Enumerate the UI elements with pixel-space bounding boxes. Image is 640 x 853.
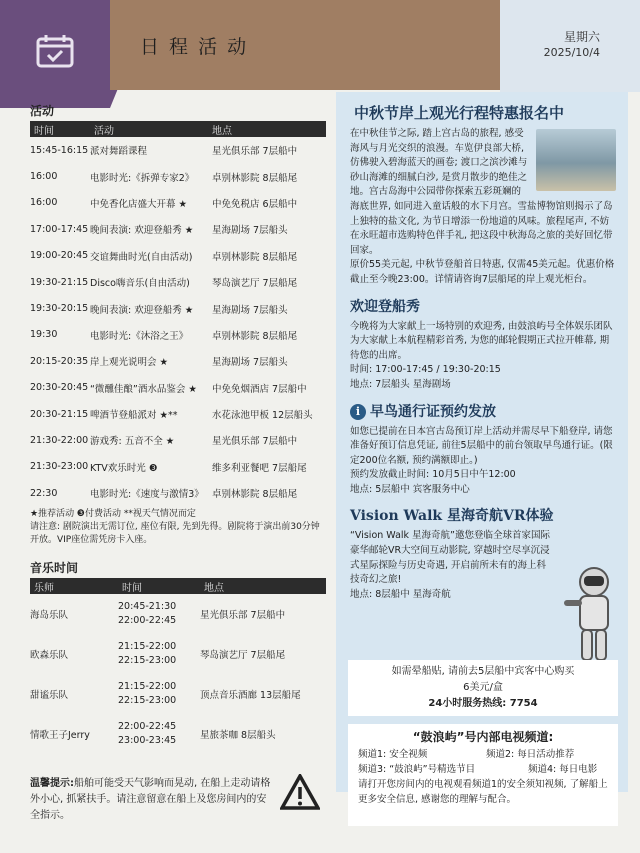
table-row: [30, 427, 326, 453]
promo4-place: 地点: 8层船中 星海奇航: [350, 588, 451, 600]
activities-notes: [30, 508, 326, 547]
date: 2025/10/4: [543, 46, 600, 59]
row-activity: 交谊舞曲时光(自由活动): [90, 251, 193, 263]
row-time1: 20:45-21:30: [118, 601, 177, 613]
promo2-time: 时间: 17:00-17:45 / 19:30-20:15: [350, 364, 501, 376]
table-row: [30, 216, 326, 242]
row-time2: 22:00-22:45: [118, 615, 177, 627]
promo3-title: 早鸟通行证预约发放: [370, 403, 496, 420]
row-time2: 22:15-23:00: [118, 695, 177, 707]
promo1-body-wrap: [336, 123, 628, 288]
row-times: [118, 600, 200, 628]
row-time1: 21:15-22:00: [118, 641, 177, 653]
tv-note: 请打开您房间内的电视观看频道1的安全须知视频, 了解船上更多安全信息, 感谢您的理解与配合。: [358, 779, 608, 805]
weekday: 星期六: [563, 30, 600, 44]
tv-ch4: 频道4: 每日电影: [528, 764, 598, 775]
table-row: [30, 163, 326, 189]
row-place: 星光俱乐部 7层船中: [200, 610, 286, 622]
music-table: [30, 594, 326, 754]
row-place: 卓别林影院 8层船尾: [212, 172, 298, 184]
music-table-header: [30, 578, 326, 594]
promo1-body: 在中秋佳节之际, 踏上宫古岛的旅程, 感受海风与月光交织的浪漫。车览伊良部大桥, 仿佛驶入碧海蓝天的画卷; 渡口之滨沙滩与砂山海滩的细腻白沙, 是赏月散步的绝佳之地。宫古岛海中公园带你探索五彩斑斓的海底世界, 如同进入童话般的水下月宫。雪盐博物馆则揭示了岛上独特的盐文化, 为节日增添一份地道的风味。旅程尾声, 不妨在永旺超市选购特色伴手礼, 把这段中秋海岛之旅的美好回忆带回家。: [350, 128, 613, 256]
row-place: 水花泳池甲板 12层船头: [212, 410, 313, 422]
col-activity: 活动: [94, 125, 114, 137]
info-icon: i: [350, 404, 366, 420]
row-time: 17:00-17:45: [30, 223, 89, 235]
row-place: 卓别林影院 8层船尾: [212, 489, 298, 501]
page-title: 日 程 活 动: [140, 36, 249, 58]
row-time: 15:45-16:15: [30, 144, 89, 156]
astronaut-illustration: [560, 564, 622, 674]
promo2-body: 今晚将为大家献上一场特别的欢迎秀, 由鼓浪屿号全体娱乐团队为大家献上本航程精彩首秀, 为您的邮轮假期正式拉开帷幕, 期待您的出席。: [350, 320, 613, 361]
row-band: 海岛乐队: [30, 610, 69, 622]
ocean-photo: [536, 129, 616, 191]
col-time: 时间: [34, 125, 54, 137]
row-activity: 派对舞蹈课程: [90, 146, 148, 158]
promo3-time: 预约发放截止时间: 10月5日中午12:00: [350, 469, 516, 481]
promo3-body-wrap: [336, 421, 628, 498]
row-place: 顶点音乐酒廊 13层船尾: [200, 690, 301, 702]
row-time: 20:30-20:45: [30, 382, 89, 394]
warning-text: 船舶可能受天气影响而晃动, 在船上走动请格外小心, 抓紧扶手。请注意留意在船上及您房间内的安全指示。: [30, 778, 271, 821]
row-place: 星光俱乐部 7层船中: [212, 436, 298, 448]
seasick-line1: 如需晕船贴, 请前去5层船中宾客中心购买: [391, 666, 575, 677]
tv-row2: [358, 762, 608, 777]
row-place: 中免免税店 6层船中: [212, 198, 298, 210]
row-time: 19:30: [30, 329, 58, 341]
tv-ch2: 频道2: 每日活动推荐: [486, 749, 575, 760]
row-place: 维多利亚餐吧 7层船尾: [212, 462, 307, 474]
table-row: [30, 295, 326, 321]
row-times: [118, 640, 200, 668]
activities-title: 活动: [30, 104, 55, 118]
activities-table: [30, 137, 326, 506]
table-row: [30, 137, 326, 163]
promo2-place: 地点: 7层船头 星海剧场: [350, 378, 451, 390]
table-row: [30, 480, 326, 506]
table-row: [30, 634, 326, 674]
row-activity: Disco嗨音乐(自由活动): [90, 278, 190, 290]
row-time: 20:30-21:15: [30, 408, 89, 420]
tv-title: “鼓浪屿”号内部电视频道:: [412, 730, 554, 744]
row-time: 22:30: [30, 487, 58, 499]
table-row: [30, 674, 326, 714]
row-activity: 晚间表演: 欢迎登船秀 ★: [90, 225, 194, 237]
table-row: [30, 269, 326, 295]
row-place: 星光俱乐部 7层船中: [212, 146, 298, 158]
row-activity: 电影时光:《速度与激情3》: [90, 489, 204, 501]
promo2-title: 欢迎登船秀: [350, 298, 420, 315]
row-time1: 22:00-22:45: [118, 721, 177, 733]
table-row: [30, 322, 326, 348]
row-time: 21:30-22:00: [30, 434, 89, 446]
table-row: [30, 348, 326, 374]
music-title: 音乐时间: [30, 561, 79, 576]
table-row: [30, 714, 326, 754]
seasick-line3: 24小时服务热线: 7754: [428, 698, 538, 709]
row-time: 20:15-20:35: [30, 355, 89, 367]
activities-legend: ★推荐活动 ❸付费活动 **视天气情况而定: [30, 509, 196, 520]
tv-row1: [358, 747, 608, 762]
row-time: 16:00: [30, 171, 58, 183]
tv-ch3: 频道3: “鼓浪屿”号精选节目: [358, 764, 476, 775]
col-band: 乐师: [34, 582, 54, 594]
row-time: 19:30-20:15: [30, 303, 89, 315]
warning-label: 温馨提示:: [30, 778, 74, 789]
row-times: [118, 680, 200, 708]
col-music-place: 地点: [204, 582, 224, 594]
row-time1: 21:15-22:00: [118, 681, 177, 693]
row-place: 琴岛演艺厅 7层船尾: [212, 278, 298, 290]
row-activity: 中免香化店盛大开幕 ★: [90, 198, 188, 210]
row-times: [118, 720, 200, 748]
row-place: 卓别林影院 8层船尾: [212, 251, 298, 263]
col-place: 地点: [212, 125, 232, 137]
activities-table-header: [30, 121, 326, 137]
promo3-title-wrap: [336, 393, 628, 421]
row-place: 琴岛演艺厅 7层船尾: [200, 650, 286, 662]
row-place: 卓别林影院 8层船尾: [212, 330, 298, 342]
row-time2: 22:15-23:00: [118, 655, 177, 667]
table-row: [30, 594, 326, 634]
row-band: 甜谧乐队: [30, 690, 69, 702]
table-row: [30, 190, 326, 216]
row-time: 16:00: [30, 197, 58, 209]
seasick-info: [348, 660, 618, 716]
promo1-title: 中秋节岸上观光行程特惠报名中: [354, 104, 565, 122]
table-row: [30, 375, 326, 401]
row-activity: 游戏秀: 五音不全 ★: [90, 436, 175, 448]
table-row: [30, 401, 326, 427]
row-band: 情歌王子Jerry: [30, 730, 90, 742]
tv-channels: [348, 724, 618, 826]
promo2-body-wrap: [336, 316, 628, 393]
calendar-check-icon: [36, 34, 74, 68]
row-time: 19:30-21:15: [30, 276, 89, 288]
schedule-column: [30, 102, 326, 754]
row-place: 星海剧场 7层船头: [212, 225, 288, 237]
warning-triangle-icon: [280, 774, 320, 810]
row-activity: 电影时光:《拆弹专家2》: [90, 172, 195, 184]
row-time: 21:30-23:00: [30, 461, 89, 473]
promo3-body: 如您已提前在日本宫古岛预订岸上活动并需尽早下船登岸, 请您准备好预订信息凭证, 前往5层船中的前台领取早鸟通行证。(限定200位名额, 预约满额即止。): [350, 425, 613, 466]
table-row: [30, 243, 326, 269]
promo4-body: “Vision Walk 星海奇航”邀您登临全球首家国际豪华邮轮VR大空间互动影院, 穿越时空尽享沉浸式星际探险与历史奇遇, 开启前所未有的海上科技奇幻之旅!: [350, 530, 550, 586]
col-music-time: 时间: [122, 582, 142, 594]
promo3-place: 地点: 5层船中 宾客服务中心: [350, 483, 470, 495]
row-activity: “微醺佳酿”酒水品鉴会 ★: [90, 383, 197, 395]
row-place: 星旅茶咖 8层船头: [200, 730, 276, 742]
row-place: 星海剧场 7层船头: [212, 357, 288, 369]
promo1-price: 原价55美元起, 中秋节登船首日特惠, 仅需45美元起。优惠价格截止至今晚23:00。详情请咨询7层船尾的岸上观光柜台。: [350, 259, 615, 285]
row-place: 中免免烟酒店 7层船中: [212, 383, 307, 395]
promo4-title: Vision Walk 星海奇航VR体验: [350, 508, 554, 525]
row-time: 19:00-20:45: [30, 250, 89, 262]
row-activity: 晚间表演: 欢迎登船秀 ★: [90, 304, 194, 316]
row-band: 欧森乐队: [30, 650, 69, 662]
row-place: 星海剧场 7层船头: [212, 304, 288, 316]
row-time2: 23:00-23:45: [118, 735, 177, 747]
row-activity: 电影时光:《沐浴之王》: [90, 330, 189, 342]
activities-note: 请注意: 剧院演出无需订位, 座位有限, 先到先得。剧院将于演出前30分钟开放。VIP座位需凭房卡入座。: [30, 522, 320, 546]
seasick-line2: 6美元/盒: [463, 682, 503, 693]
row-activity: 啤酒节登船派对 ★**: [90, 410, 178, 422]
table-row: [30, 454, 326, 480]
row-activity: KTV欢乐时光 ❸: [90, 462, 158, 474]
row-activity: 岸上观光说明会 ★: [90, 357, 169, 369]
tv-ch1: 频道1: 安全视频: [358, 749, 428, 760]
